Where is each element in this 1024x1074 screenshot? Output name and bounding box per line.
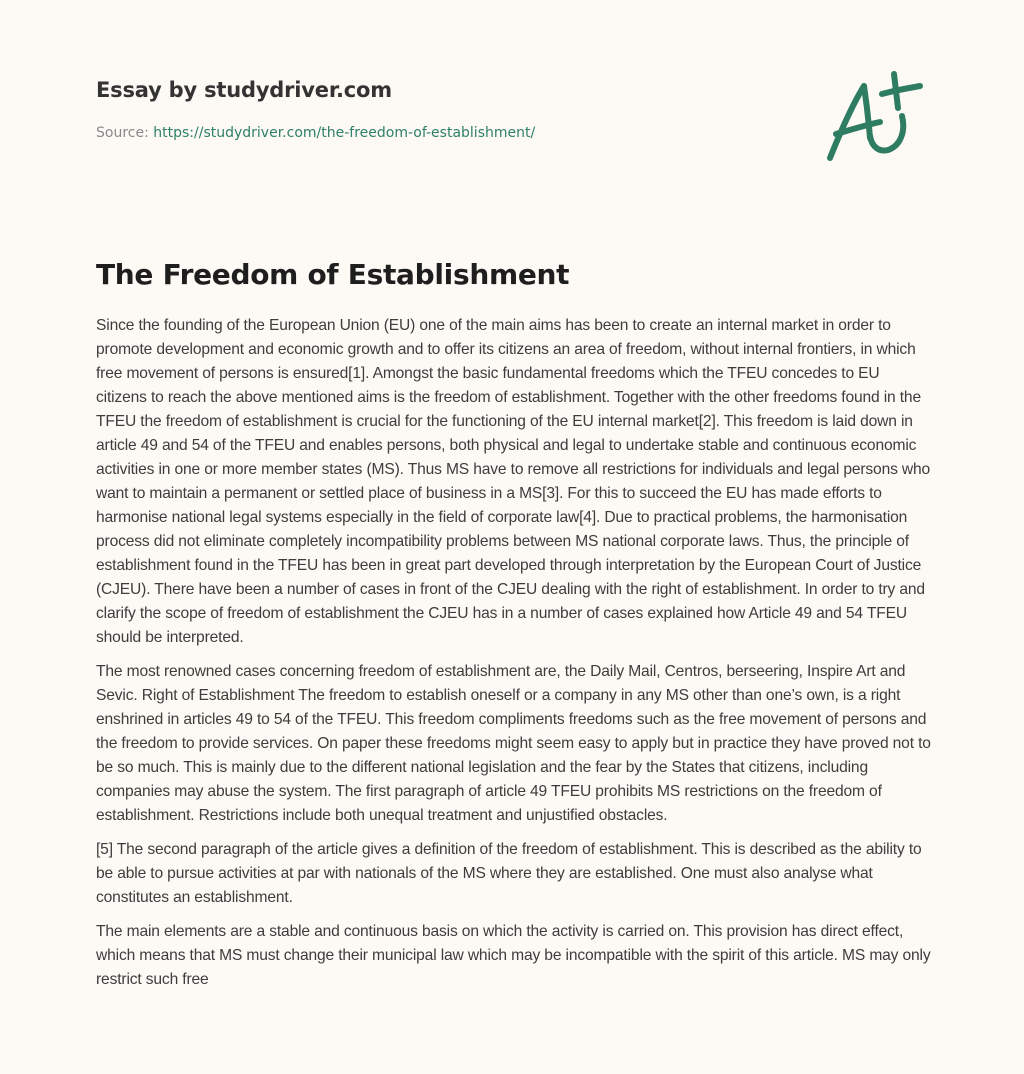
site-title: Essay by studydriver.com bbox=[96, 78, 392, 102]
source-link[interactable]: https://studydriver.com/the-freedom-of-establishment/ bbox=[153, 125, 536, 141]
source-line bbox=[96, 123, 796, 143]
article-paragraph: The main elements are a stable and continuous basis on which the activity is carried on. This provision has direct effect, which means that MS must change their municipal law which may be incompatible with the spirit of this article. MS may only restrict such free bbox=[96, 923, 931, 988]
essay-header bbox=[96, 76, 796, 143]
article-body bbox=[96, 314, 932, 1002]
a-plus-grade-icon bbox=[820, 66, 930, 166]
article-paragraph: Since the founding of the European Union (EU) one of the main aims has been to create an internal market in order to promote development and economic growth and to offer its citizens an area of freedom, without internal frontiers, in which free movement of persons is ensured[1]. Amongst the basic fundamental freedoms which the TFEU concedes to EU citizens to reach the above mentioned aims is the freedom of establishment. Together with the other freedoms found in the TFEU the freedom of establishment is crucial for the functioning of the EU internal market[2]. This freedom is laid down in article 49 and 54 of the TFEU and enables persons, both physical and legal to undertake stable and continuous economic activities in one or more member states (MS). Thus MS have to remove all restrictions for individuals and legal persons who want to maintain a permanent or settled place of business in a MS[3]. For this to succeed the EU has made efforts to harmonise national legal systems especially in the field of corporate law[4]. Due to practical problems, the harmonisation process did not eliminate completely incompatibility problems between MS national corporate laws. Thus, the principle of establishment found in the TFEU has been in great part developed through interpretation by the European Court of Justice (CJEU). There have been a number of cases in front of the CJEU dealing with the right of establishment. In order to try and clarify the scope of freedom of establishment the CJEU has in a number of cases explained how Article 49 and 54 TFEU should be interpreted. bbox=[96, 317, 931, 646]
article-paragraph: [5] The second paragraph of the article gives a definition of the freedom of establishment. This is described as the ability to be able to pursue activities at par with nationals of the MS where they are established. One must also analyse what constitutes an establishment. bbox=[96, 841, 922, 906]
article-title: The Freedom of Establishment bbox=[96, 258, 570, 291]
article-paragraph: The most renowned cases concerning freedom of establishment are, the Daily Mail, Centros, berseering, Inspire Art and Sevic. Right of Establishment The freedom to establish oneself or a company in any MS other than one’s own, is a right enshrined in articles 49 to 54 of the TFEU. This freedom compliments freedoms such as the free movement of persons and the freedom to provide services. On paper these freedoms might seem easy to apply but in practice they have proved not to be so much. This is mainly due to the different national legislation and the fear by the States that citizens, including companies may abuse the system. The first paragraph of article 49 TFEU prohibits MS restrictions on the freedom of establishment. Restrictions include both unequal treatment and unjustified obstacles. bbox=[96, 663, 931, 824]
source-label: Source: bbox=[96, 125, 149, 141]
